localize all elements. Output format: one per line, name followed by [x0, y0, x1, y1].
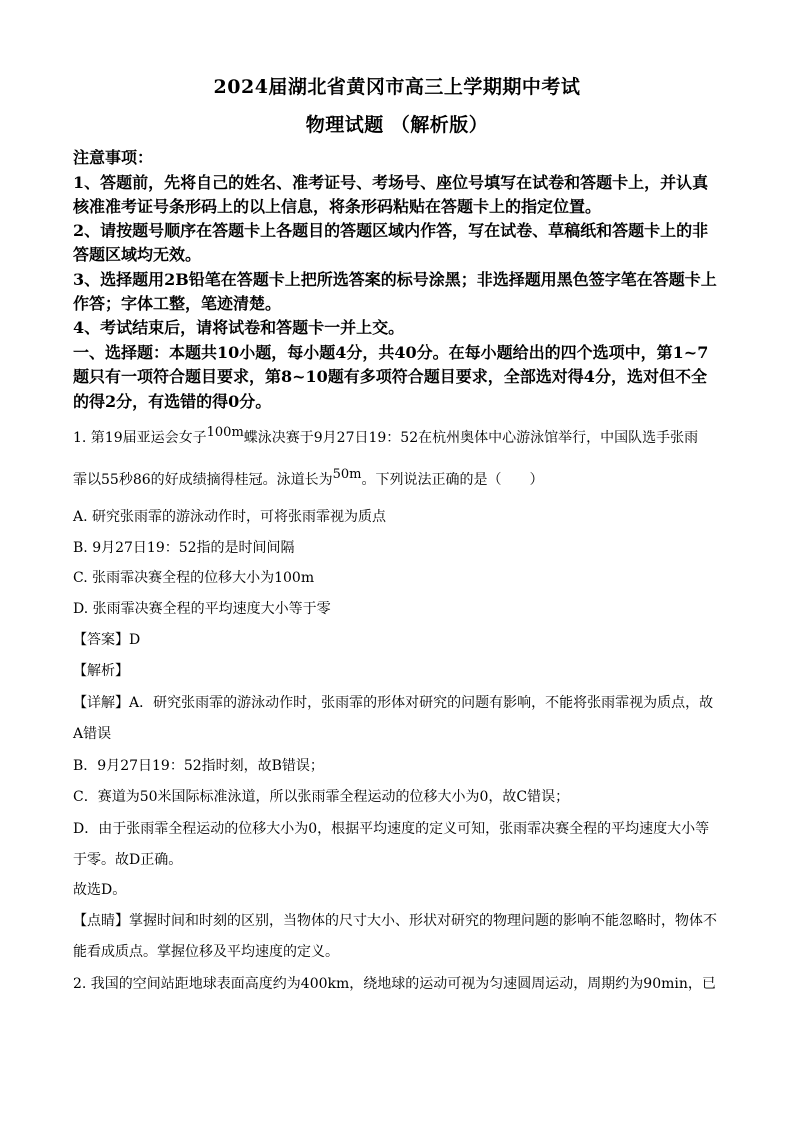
analysis-line: D．由于张雨霏全程运动的位移大小为0，根据平均速度的定义可知，张雨霏决赛全程的平均速度大小等: [73, 821, 710, 837]
analysis-line: 故选D。: [73, 882, 127, 898]
math-value: 100m: [206, 425, 244, 440]
analysis-heading: 【解析】: [73, 663, 129, 679]
notice-line: 答题区域均无效。: [73, 245, 202, 264]
analysis-line: 【详解】A．研究张雨霏的游泳动作时，张雨霏的形体对研究的问题有影响，不能将张雨霏视为质点，故: [73, 695, 714, 711]
analysis-line: B．9月27日19：52指时刻，故B错误；: [73, 758, 324, 774]
text: 1. 第19届亚运会女子: [73, 430, 207, 446]
question-2-stem: 2. 我国的空间站距地球表面高度约为400km，绕地球的运动可视为匀速圆周运动，周期约为90min，已: [73, 976, 716, 992]
option-b: B. 9月27日19：52指的是时间间隔: [73, 540, 295, 556]
text: 。下列说法正确的是（ ）: [361, 472, 544, 488]
analysis-line: 能看成质点。掌握位移及平均速度的定义。: [73, 944, 339, 960]
notice-line: 核准准考证号条形码上的以上信息，将条形码粘贴在答题卡上的指定位置。: [73, 197, 602, 216]
question-1-stem: [73, 425, 723, 449]
answer: 【答案】D: [73, 632, 141, 648]
math-value: 50m: [332, 467, 362, 482]
analysis-line: C．赛道为50米国际标准泳道，所以张雨霏全程运动的位移大小为0，故C错误；: [73, 789, 570, 805]
section-instruction: 一、选择题：本题共10小题，每小题4分，共40分。在每小题给出的四个选项中，第1~7: [73, 343, 709, 362]
section-instruction: 的得2分，有选错的得0分。: [73, 392, 272, 411]
section-instruction: 题只有一项符合题目要求，第8~10题有多项符合题目要求，全部选对得4分，选对但不全: [73, 367, 707, 386]
option-d: D. 张雨霏决赛全程的平均速度大小等于零: [73, 601, 331, 617]
notice-line: 2、请按题号顺序在答题卡上各题目的答题区域内作答，写在试卷、草稿纸和答题卡上的非: [73, 221, 709, 240]
notice-heading: 注意事项：: [73, 148, 154, 167]
text: 霏以55秒86的好成绩摘得桂冠。泳道长为: [73, 472, 333, 488]
text: 蝶泳决赛于9月27日19：52在杭州奥体中心游泳馆举行，中国队选手张雨: [243, 430, 699, 446]
option-a: A. 研究张雨霏的游泳动作时，可将张雨霏视为质点: [73, 509, 387, 525]
notice-line: 作答；字体工整，笔迹清楚。: [73, 294, 282, 313]
analysis-line: 于零。故D正确。: [73, 852, 183, 868]
analysis-line: 【点睛】掌握时间和时刻的区别，当物体的尺寸大小、形状对研究的物理问题的影响不能忽略时，物体不: [73, 913, 717, 929]
notice-line: 1、答题前，先将自己的姓名、准考证号、考场号、座位号填写在试卷和答题卡上，并认真: [73, 173, 709, 192]
question-1-stem-cont: [73, 467, 723, 491]
analysis-line: A错误: [73, 726, 112, 742]
option-c: C. 张雨霏决赛全程的位移大小为100m: [73, 570, 315, 586]
notice-line: 3、选择题用2B铅笔在答题卡上把所选答案的标号涂黑；非选择题用黑色签字笔在答题卡上: [73, 270, 717, 289]
page-subtitle: 物理试题 （解析版）: [305, 114, 489, 136]
page-title: 2024届湖北省黄冈市高三上学期期中考试: [213, 76, 581, 98]
notice-line: 4、考试结束后，请将试卷和答题卡一并上交。: [73, 318, 405, 337]
